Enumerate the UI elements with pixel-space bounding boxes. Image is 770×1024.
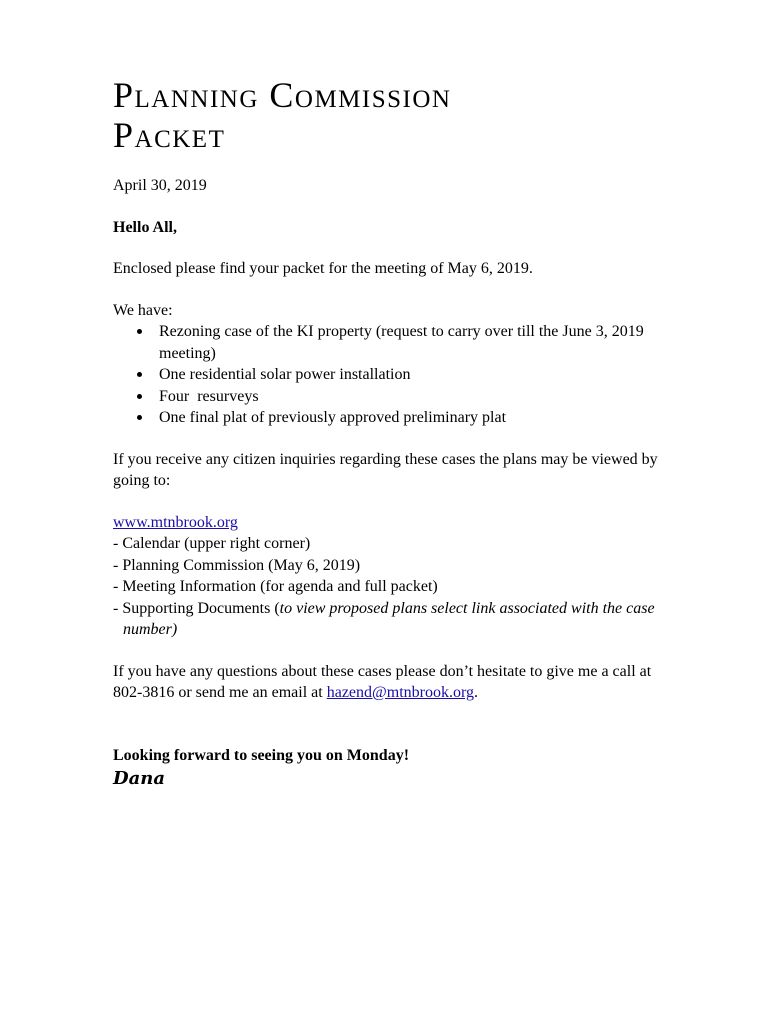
title-line-1: Planning Commission xyxy=(113,75,452,115)
navigation-steps xyxy=(113,512,673,641)
title-line-2: Packet xyxy=(113,115,226,155)
questions-end: . xyxy=(474,684,479,701)
questions-paragraph xyxy=(113,661,673,704)
step-meeting-information: - Meeting Information (for agenda and full packet) xyxy=(113,578,438,595)
we-have-label: We have: xyxy=(113,301,173,319)
agenda-list xyxy=(113,321,673,429)
step-supporting-documents xyxy=(113,598,673,641)
step-planning-commission: - Planning Commission (May 6, 2019) xyxy=(113,556,361,574)
list-item: One residential solar power installation xyxy=(159,364,673,386)
supporting-note: to view proposed plans select link associated with the case number) xyxy=(123,599,655,638)
intro-paragraph: Enclosed please find your packet for the meeting of May 6, 2019. xyxy=(113,260,533,277)
list-item: Four resurveys xyxy=(159,386,673,408)
inquiries-paragraph: If you receive any citizen inquiries regarding these cases the plans may be viewed by going to: xyxy=(113,450,658,489)
letter-date: April 30, 2019 xyxy=(113,177,207,194)
signature: Dana xyxy=(113,768,166,789)
letter-body xyxy=(113,75,673,790)
email-link[interactable]: hazend@mtnbrook.org xyxy=(326,684,475,701)
closing-line: Looking forward to seeing you on Monday! xyxy=(113,746,410,764)
supporting-prefix: - Supporting Documents ( xyxy=(113,599,280,617)
questions-text: If you have any questions about these cases please don’t hesitate to give me a call at 802-3816 or send me an email at xyxy=(113,662,652,701)
list-item: One final plat of previously approved preliminary plat xyxy=(159,407,673,429)
step-calendar: - Calendar (upper right corner) xyxy=(113,535,311,552)
website-link[interactable]: www.mtnbrook.org xyxy=(113,513,238,531)
document-title xyxy=(113,75,673,155)
list-item: Rezoning case of the KI property (request to carry over till the June 3, 2019 meeting) xyxy=(159,321,673,364)
greeting: Hello All, xyxy=(113,218,177,236)
